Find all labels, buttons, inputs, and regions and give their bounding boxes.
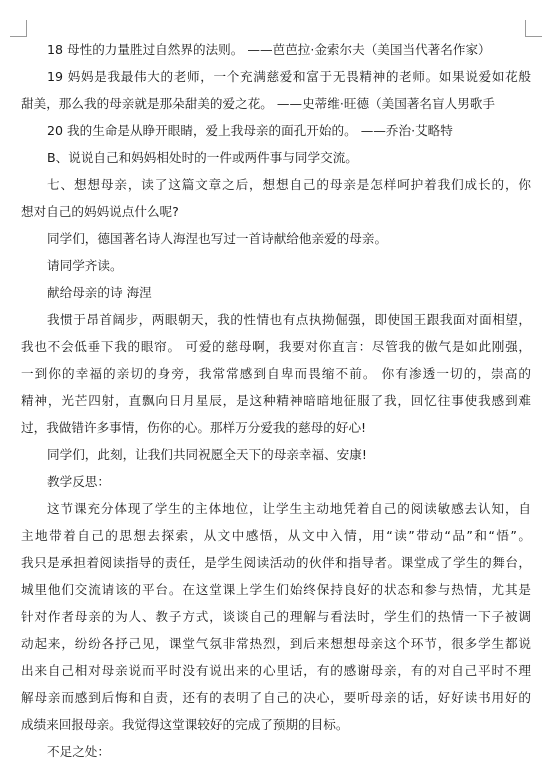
- reflection-line-8: 解母亲而感到后悔和自责，还有的表明了自己的决心，要听母亲的话，好好读书用好的: [21, 690, 531, 705]
- quote-20: 20 我的生命是从睁开眼睛，爱上我母亲的面孔开始的。 ——乔治·艾略特: [47, 123, 453, 138]
- poem-line-2: 我也不会低垂下我的眼帘。 可爱的慈母啊，我要对你直言：尽管我的傲气是如此刚强，: [21, 339, 531, 354]
- poem-line-3: 一到你的幸福的亲切的身旁，我常常感到自卑而畏缩不前。 你有渗透一切的，崇高的: [21, 366, 531, 381]
- poem-line-1: 我惯于昂首阔步，两眼朝天，我的性情也有点执拗倔强，即使国王跟我面对面相望，: [47, 312, 531, 327]
- shortcomings-heading: 不足之处：: [47, 744, 110, 759]
- reflection-line-2: 主地带着自己的思想去探索，从文中感悟，从文中入情，用“读”带动“品”和“悟”。: [21, 528, 531, 543]
- reflection-line-6: 动起来，纷纷各抒己见，课堂气氛非常热烈，到后来想想母亲这个环节，很多学生都说: [21, 636, 531, 651]
- reflection-line-7: 出来自己相对母亲说而平时没有说出来的心里话，有的感谢母亲，有的对自己平时不理: [21, 663, 531, 678]
- section-7-line-2: 想对自己的妈妈说点什么呢?: [21, 204, 179, 219]
- page-corner-mark-top-left: [10, 20, 27, 37]
- quote-19-line-1: 19 妈妈是我最伟大的老师，一个充满慈爱和富于无畏精神的老师。如果说爱如花般: [47, 69, 531, 84]
- quote-18: 18 母性的力量胜过自然界的法则。 ——芭芭拉·金索尔夫（美国当代著名作家）: [47, 42, 491, 57]
- section-7-line-1: 七、想想母亲，读了这篇文章之后，想想自己的母亲是怎样呵护着我们成长的，你: [47, 177, 531, 192]
- reflection-line-1: 这节课充分体现了学生的主体地位，让学生主动地凭着自己的阅读敏感去认知，自: [47, 501, 531, 516]
- section-b-prompt: B、说说自己和妈妈相处时的一件或两件事与同学交流。: [47, 150, 358, 165]
- reflection-line-9: 成绩来回报母亲。我觉得这堂课较好的完成了预期的目标。: [21, 717, 349, 732]
- reflection-line-4: 城里他们交流请该的平台。在这堂课上学生们始终保持良好的状态和参与热情，尤其是: [21, 582, 531, 597]
- reflection-heading: 教学反思：: [47, 474, 110, 489]
- read-together: 请同学齐读。: [47, 258, 123, 273]
- page-corner-mark-top-right: [525, 20, 542, 37]
- reflection-line-3: 我只是承担着阅读指导的责任，是学生阅读活动的伙伴和指导者。课堂成了学生的舞台，: [21, 555, 531, 570]
- blessing: 同学们，此刻，让我们共同祝愿全天下的母亲幸福、安康!: [47, 447, 367, 462]
- poem-title: 献给母亲的诗 海涅: [47, 285, 152, 300]
- poem-line-4: 精神，光芒四射，直飘向日月星辰，是这种精神暗暗地征服了我，回忆往事使我感到难: [21, 393, 531, 408]
- reflection-line-5: 针对作者母亲的为人、教子方式，谈谈自己的理解与看法时，学生们的热情一下子被调: [21, 609, 531, 624]
- heine-intro: 同学们，德国著名诗人海涅也写过一首诗献给他亲爱的母亲。: [47, 231, 388, 246]
- poem-line-5: 过，我做错许多事情，伤你的心。那样万分爱我的慈母的好心!: [21, 420, 367, 435]
- quote-19-line-2: 甜美，那么我的母亲就是那朵甜美的爱之花。 ——史蒂维·旺德（美国著名盲人男歌手: [21, 96, 495, 111]
